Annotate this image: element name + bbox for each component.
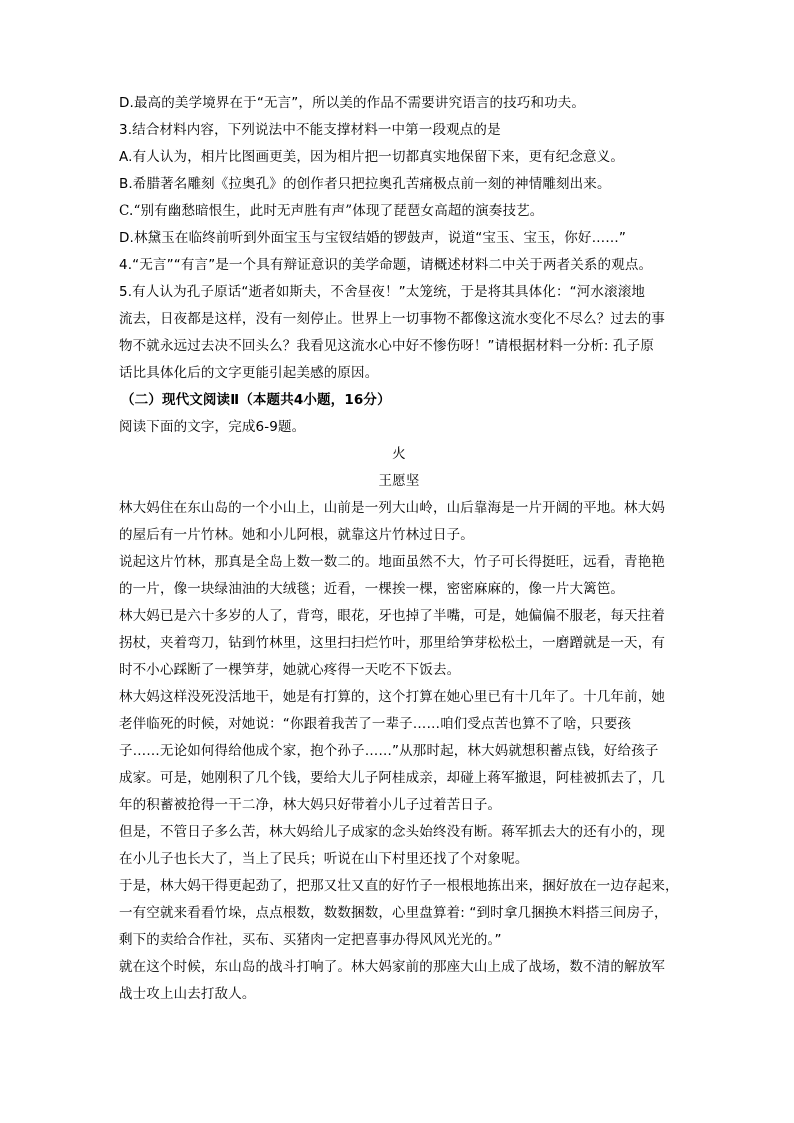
text-line: 但是，不管日子多么苦，林大妈给儿子成家的念头始终没有断。蒋军抓去大的还有小的，现 <box>119 824 665 840</box>
text-line: 火 <box>392 446 406 462</box>
text-line: 老伴临死的时候，对她说：“你跟着我苦了一辈子……咱们受点苦也算不了啥，只要孩 <box>119 716 632 732</box>
story-paragraph-5 <box>119 819 679 873</box>
text-line: 战士攻上山去打敌人。 <box>119 986 256 1002</box>
story-paragraph-4 <box>119 684 679 819</box>
text-line: 王愿坚 <box>378 473 420 489</box>
text-line: 一有空就来看看竹垛，点点根数，数数捆数，心里盘算着: “到时拿几捆换木料搭三间房子， <box>119 905 668 921</box>
text-line: 的屋后有一片竹林。她和小儿阿根，就靠这片竹林过日子。 <box>119 527 474 543</box>
text-line: 拐杖，夹着弯刀，钻到竹林里，这里扫扫烂竹叶，那里给笋芽松松土，一磨蹭就是一天，有 <box>119 635 665 651</box>
text-line: 4.“无言”“有言”是一个具有辩证意识的美学命题，请概述材料二中关于两者关系的观点。 <box>119 257 653 273</box>
story-paragraph-2 <box>119 549 679 603</box>
story-author <box>119 468 679 495</box>
text-line: D.林黛玉在临终前听到外面宝玉与宝钗结婚的锣鼓声，说道“宝玉、宝玉，你好……” <box>119 230 627 246</box>
text-line: 剩下的卖给合作社，买布、买猪肉一定把喜事办得风风光光的。” <box>119 932 502 948</box>
text-line: 子……无论如何得给他成个家，抱个孙子……”从那时起，林大妈就想积蓄点钱，好给孩子 <box>119 743 659 759</box>
text-line: 林大妈已是六十多岁的人了，背弯，眼花，牙也掉了半嘴，可是，她偏偏不服老，每天拄着 <box>119 608 665 624</box>
section-heading <box>119 387 679 414</box>
text-line: 物不就永远过去决不回头么？我看见这流水心中好不惨伤呀！”请根据材料一分析: 孔子原 <box>119 338 654 354</box>
option-d-q2 <box>119 90 679 117</box>
text-line: 流去，日夜都是这样，没有一刻停止。世界上一切事物不都像这流水变化不尽么？过去的事 <box>119 311 665 327</box>
text-line: C.“别有幽愁暗恨生，此时无声胜有声”体现了琵琶女高超的演奏技艺。 <box>119 203 544 219</box>
text-line: A.有人认为，相片比图画更美，因为相片把一切都真实地保留下来，更有纪念意义。 <box>119 149 624 165</box>
question-5 <box>119 279 679 387</box>
story-paragraph-6 <box>119 873 679 954</box>
text-line: D.最高的美学境界在于“无言”，所以美的作品不需要讲究语言的技巧和功夫。 <box>119 95 586 111</box>
option-b-q3 <box>119 171 679 198</box>
text-line: 时不小心踩断了一棵笋芽，她就心疼得一天吃不下饭去。 <box>119 662 461 678</box>
text-line: 话比具体化后的文字更能引起美感的原因。 <box>119 365 379 381</box>
text-line: 的一片，像一块绿油油的大绒毯；近看，一棵挨一棵，密密麻麻的，像一片大篱笆。 <box>119 581 625 597</box>
document-body <box>119 90 679 1008</box>
text-line: （二）现代文阅读Ⅱ（本题共4小题，16分） <box>121 392 391 408</box>
text-line: 于是，林大妈干得更起劲了，把那又壮又直的好竹子一根根地拣出来，捆好放在一边存起来， <box>119 878 679 894</box>
story-paragraph-1 <box>119 495 679 549</box>
story-paragraph-7 <box>119 954 679 1008</box>
option-c-q3 <box>119 198 679 225</box>
text-line: 3.结合材料内容，下列说法中不能支撑材料一中第一段观点的是 <box>119 122 501 138</box>
text-line: 林大妈住在东山岛的一个小山上，山前是一列大山岭，山后靠海是一片开阔的平地。林大妈 <box>119 500 665 516</box>
option-a-q3 <box>119 144 679 171</box>
text-line: 5.有人认为孔子原话“逝者如斯夫，不舍昼夜！”太笼统，于是将其具体化：“河水滚滚地 <box>119 284 646 300</box>
option-d-q3 <box>119 225 679 252</box>
text-line: 就在这个时候，东山岛的战斗打响了。林大妈家前的那座大山上成了战场，数不清的解放军 <box>119 959 665 975</box>
question-4 <box>119 252 679 279</box>
text-line: 阅读下面的文字，完成6-9题。 <box>119 419 306 435</box>
text-line: B.希腊著名雕刻《拉奥孔》的创作者只把拉奥孔苦痛极点前一刻的神情雕刻出来。 <box>119 176 611 192</box>
question-3 <box>119 117 679 144</box>
text-line: 林大妈这样没死没活地干，她是有打算的，这个打算在她心里已有十几年了。十几年前，她 <box>119 689 665 705</box>
text-line: 成家。可是，她刚积了几个钱，要给大儿子阿桂成亲，却碰上蒋军撤退，阿桂被抓去了，几 <box>119 770 665 786</box>
text-line: 说起这片竹林，那真是全岛上数一数二的。地面虽然不大，竹子可长得挺旺，远看，青艳艳 <box>119 554 665 570</box>
reading-instruction <box>119 414 679 441</box>
text-line: 年的积蓄被抢得一干二净，林大妈只好带着小儿子过着苦日子。 <box>119 797 502 813</box>
text-line: 在小儿子也长大了，当上了民兵；听说在山下村里还找了个对象呢。 <box>119 851 529 867</box>
story-title <box>119 441 679 468</box>
story-paragraph-3 <box>119 603 679 684</box>
